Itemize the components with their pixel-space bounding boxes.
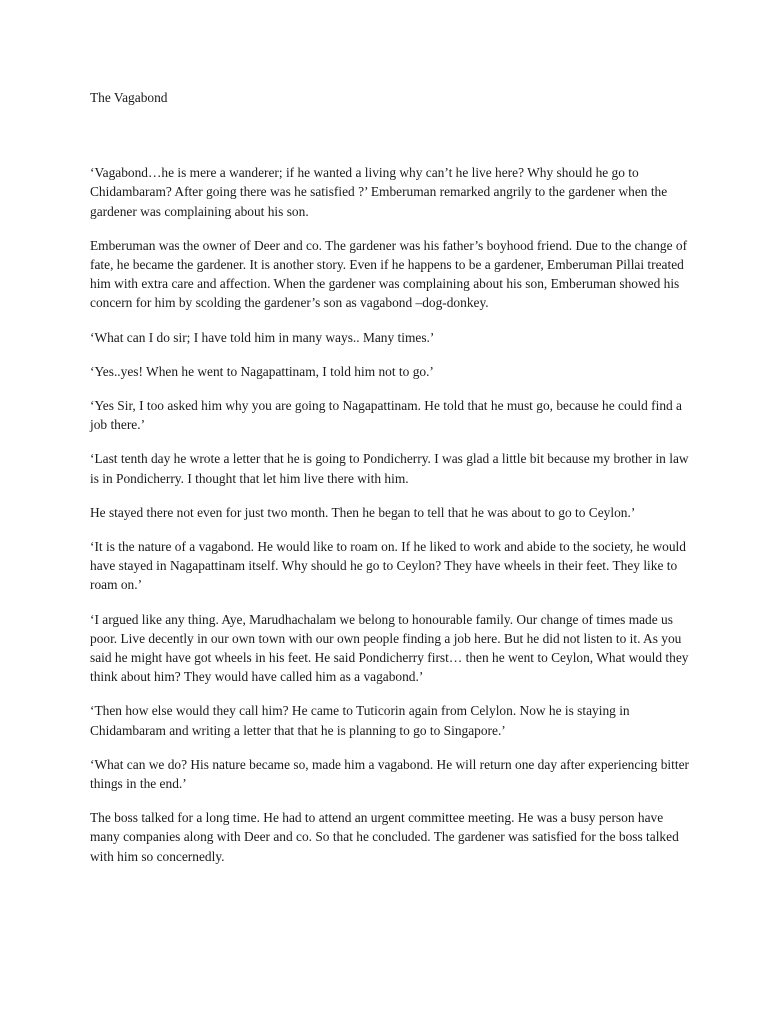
paragraph-3: ‘What can I do sir; I have told him in many ways.. Many times.’ bbox=[90, 329, 435, 345]
paragraph-11: ‘What can we do? His nature became so, made him a vagabond. He will return one day after experiencing bitter things in the end.’ bbox=[90, 756, 689, 792]
paragraph-10: ‘Then how else would they call him? He came to Tuticorin again from Celylon. Now he is staying in Chidambaram and writing a letter that that he is planning to go to Singapore.’ bbox=[90, 703, 630, 738]
paragraph-4: ‘Yes..yes! When he went to Nagapattinam, I told him not to go.’ bbox=[90, 363, 434, 379]
document-title: The Vagabond bbox=[90, 90, 168, 105]
paragraph-5: ‘Yes Sir, I too asked him why you are going to Nagapattinam. He told that he must go, because he could find a job there.’ bbox=[90, 398, 683, 433]
paragraph-8: ‘It is the nature of a vagabond. He would like to roam on. If he liked to work and abide to the society, he would have stayed in Nagapattinam itself. Why should he go to Ceylon? They have wheels in their feet. They like to roam on.’ bbox=[90, 539, 686, 593]
paragraph-2: Emberuman was the owner of Deer and co. The gardener was his father’s boyhood friend. Due to the change of fate, he became the gardener. It is another story. Even if he happens to be a gardener, Emberuman Pillai treated him with extra care and affection. When the gardener was complaining about his son, Emberuman showed his concern for him by scolding the gardener’s son as vagabond –dog-donkey. bbox=[90, 237, 688, 311]
paragraph-9: ‘I argued like any thing. Aye, Marudhachalam we belong to honourable family. Our change of times made us poor. Live decently in our own town with our own people finding a job here. But he did not listen to it. As you said he might have got wheels in his feet. He said Pondicherry first… then he went to Ceylon, What would they think about him? They would have called him as a vagabond.’ bbox=[90, 611, 689, 685]
document-body bbox=[90, 88, 690, 881]
paragraph-12: The boss talked for a long time. He had to attend an urgent committee meeting. He was a busy person have many companies along with Deer and co. So that he concluded. The gardener was satisfied for the boss talked with him so concernedly. bbox=[90, 810, 679, 864]
paragraph-1: ‘Vagabond…he is mere a wanderer; if he wanted a living why can’t he live here? Why should he go to Chidambaram? After going there was he satisfied ?’ Emberuman remarked angrily to the gardener when the gardener was complaining about his son. bbox=[90, 165, 668, 219]
paragraph-7: He stayed there not even for just two month. Then he began to tell that he was about to go to Ceylon.’ bbox=[90, 504, 636, 520]
paragraph-6: ‘Last tenth day he wrote a letter that he is going to Pondicherry. I was glad a little bit because my brother in law is in Pondicherry. I thought that let him live there with him. bbox=[90, 451, 689, 486]
